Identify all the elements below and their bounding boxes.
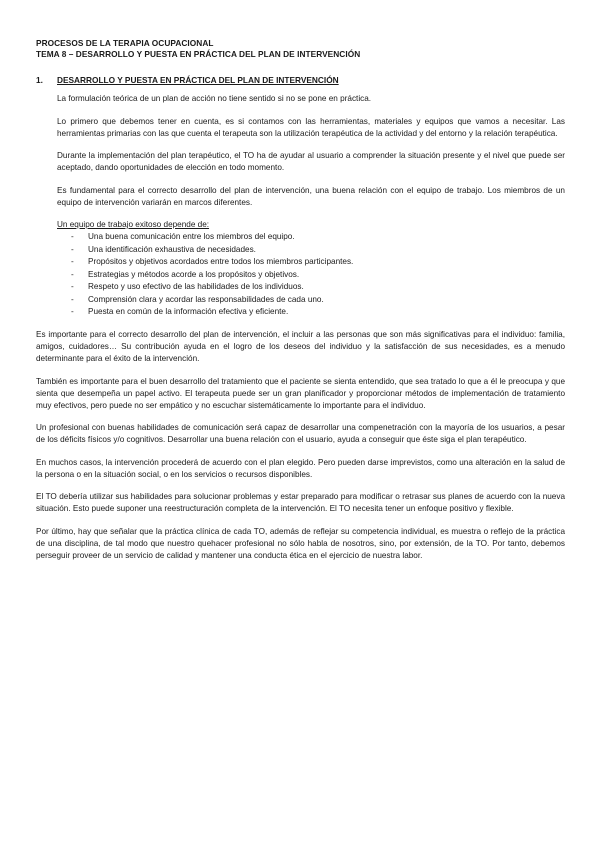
paragraph: También es importante para el buen desarrollo del tratamiento que el paciente se sienta entendido, que sea tratado lo que a él le preocupa y que sienta que desempeña un papel activo. El terapeuta puede ser un gran planificador y proporcionar métodos de implementación de tratamiento muy efectivos, pero puede no ser empático y no escuchar sistemáticamente lo importante para el individuo. — [36, 376, 565, 410]
list-item-text: Una identificación exhaustiva de necesidades. — [88, 244, 256, 254]
team-list-heading: Un equipo de trabajo exitoso depende de: — [57, 220, 210, 229]
dash-bullet: - — [71, 282, 74, 291]
list-item — [57, 269, 565, 282]
dash-bullet: - — [71, 269, 74, 279]
team-requirements-list — [57, 231, 565, 319]
list-item — [57, 294, 565, 307]
list-item — [57, 306, 565, 319]
list-item — [57, 256, 565, 269]
list-item-text: Puesta en común de la información efectiva y eficiente. — [88, 307, 289, 316]
list-item-text: Una buena comunicación entre los miembros del equipo. — [88, 232, 295, 241]
paragraph: Durante la implementación del plan terapéutico, el TO ha de ayudar al usuario a comprender la situación presente y el nivel que puede ser aceptado, dando oportunidades de elección en todo momento. — [57, 151, 565, 172]
paragraph: Es importante para el correcto desarrollo del plan de intervención, el incluir a las personas que son más significativas para el individuo: familia, amigos, cuidadores… Su contribución ayuda en el logro de los deseos del individuo y la satisfacción de sus necesidades, es a menudo determinante para el éxito de la intervención. — [36, 330, 565, 363]
section-body — [36, 93, 565, 319]
paragraph: Es fundamental para el correcto desarrollo del plan de intervención, una buena relación con el equipo de trabajo. Los miembros de un equipo de intervención variarán en marcos diferentes. — [57, 185, 565, 207]
section-title: DESARROLLO Y PUESTA EN PRÁCTICA DEL PLAN DE INTERVENCIÓN — [57, 75, 339, 85]
paragraph: Lo primero que debemos tener en cuenta, es si contamos con las herramientas, materiales y equipos que vamos a necesitar. Las herramientas primarias con las que cuenta el terapeuta son la utilización terapéutica de la actividad y del entorno y la relación terapéutica. — [57, 116, 565, 138]
list-item-text: Respeto y uso efectivo de las habilidades de los individuos. — [88, 282, 304, 291]
paragraph: En muchos casos, la intervención procederá de acuerdo con el plan elegido. Pero pueden darse imprevistos, como una alteración en la salud de la persona o en la situación social, o en los servicios o recursos disponibles. — [36, 457, 565, 479]
dash-bullet: - — [71, 294, 74, 304]
paragraph: Un profesional con buenas habilidades de comunicación será capaz de desarrollar una compenetración con la mayoría de los usuarios, a pesar de los déficits físicos y/o cognitivos. Desarrollar una buena relación con el usuario, ayuda a conseguir que éste siga el plan terapéutico. — [36, 423, 565, 444]
paragraph: Por último, hay que señalar que la práctica clínica de cada TO, además de reflejar su competencia individual, es muestra o reflejo de la práctica de una disciplina, de tal modo que nuestro quehacer profesional no sólo habla de nosotros, sino, por extensión, de la TO. Por tanto, debemos perseguir proveer de un servicio de calidad y mantener una conducta ética en el ejercicio de nuestra labor. — [36, 526, 565, 560]
list-item-text: Propósitos y objetivos acordados entre todos los miembros participantes. — [88, 257, 354, 266]
list-item — [57, 231, 565, 244]
body-text — [36, 329, 565, 562]
dash-bullet: - — [71, 257, 74, 266]
dash-bullet: - — [71, 244, 74, 254]
paragraph: La formulación teórica de un plan de acción no tiene sentido si no se pone en práctica. — [57, 94, 372, 103]
section-heading — [36, 75, 565, 86]
paragraph: El TO debería utilizar sus habilidades para solucionar problemas y estar preparado para modificar o retrasar sus planes de acuerdo con la nueva situación. Esto puede suponer una reestructuración completa de la intervención. El TO necesita tener un enfoque positivo y flexible. — [36, 492, 565, 513]
list-item-text: Comprensión clara y acordar las responsabilidades de cada uno. — [88, 294, 324, 304]
list-item — [57, 244, 565, 257]
document-header-topic: TEMA 8 – DESARROLLO Y PUESTA EN PRÁCTICA DEL PLAN DE INTERVENCIÓN — [36, 49, 361, 59]
document-header-course: PROCESOS DE LA TERAPIA OCUPACIONAL — [36, 38, 214, 48]
list-item — [57, 281, 565, 294]
list-item-text: Estrategias y métodos acorde a los propósitos y objetivos. — [88, 269, 300, 279]
dash-bullet: - — [71, 232, 74, 241]
section-number: 1. — [36, 75, 43, 85]
dash-bullet: - — [71, 307, 74, 316]
